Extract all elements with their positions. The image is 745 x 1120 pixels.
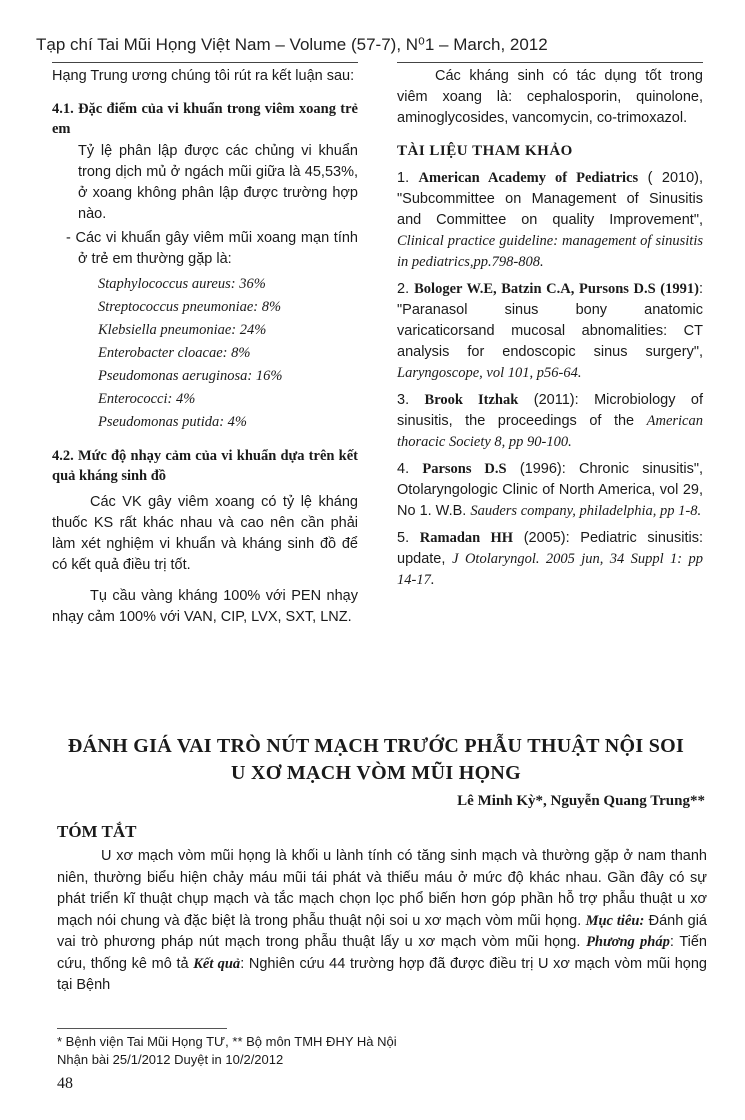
reference-text: (2005): Pediatric sinusitis: update, xyxy=(397,530,703,567)
footnote-dates: Nhận bài 25/1/2012 Duyệt in 10/2/2012 xyxy=(57,1052,284,1067)
abstract-part-2: Đánh giá vai trò phương pháp nút mạch trong phẫu thuật lấy u xơ mạch vòm mũi họng. xyxy=(57,912,707,950)
reference-source: Clinical practice guideline: management of sinusitis in pediatrics,pp.798-808. xyxy=(397,233,703,270)
paragraph-staph: Tụ cầu vàng kháng 100% với PEN nhạy nhạy cảm 100% với VAN, CIP, LVX, SXT, LNZ. xyxy=(52,588,358,625)
reference-item xyxy=(397,459,703,522)
reference-number: 2. xyxy=(397,281,410,297)
paragraph-isolation-rate: Tỷ lệ phân lập được các chủng vi khuẩn trong dịch mủ ở ngách mũi giữa là 45,53%, ở xoang không phân lập được trường hợp nào. xyxy=(78,143,358,222)
bacteria-list xyxy=(52,273,358,434)
references-heading: TÀI LIỆU THAM KHẢO xyxy=(397,143,573,159)
bacteria-item: Klebsiella pneumoniae: 24% xyxy=(98,322,267,338)
intro-text: Hạng Trung ương chúng tôi rút ra kết luận sau: xyxy=(52,68,355,84)
header-rule-right xyxy=(397,62,703,63)
left-column xyxy=(52,66,358,628)
right-column xyxy=(397,66,703,591)
bacteria-item: Pseudomonas aeruginosa: 16% xyxy=(98,368,283,384)
reference-authors: Parsons D.S xyxy=(422,461,507,477)
section-heading-4-2: 4.2. Mức độ nhạy cảm của vi khuẩn dựa trên kết quả kháng sinh đồ xyxy=(52,448,358,484)
reference-authors: American Academy of Pediatrics xyxy=(418,170,639,186)
abstract-text xyxy=(57,846,707,997)
abstract-part-1: U xơ mạch vòm mũi họng là khối u lành tính có tăng sinh mạch và thường gặp ở nam thanh niên, thường biểu hiện chảy máu mũi tái phát và thiếu máu ở mức độ khác nhau. Gần đây có sự phát triển kĩ thuật chụp mạch và tắc mạch chọn lọc phổ biến hơn góp phần hỗ trợ phẫu thuật u xơ mạch nói chung và đặc biệt là trong phẫu thuật nội soi u xơ mạch vòm mũi họng. xyxy=(57,848,707,929)
reference-number: 3. xyxy=(397,392,410,408)
reference-text: : "Paranasol sinus bony anatomic varicaticorsand mucosal abnomalities: CT analysis for endoscopic sinus surgery", xyxy=(397,281,704,360)
article-title-line-2: U XƠ MẠCH VÒM MŨI HỌNG xyxy=(230,762,522,784)
bacteria-item: Staphylococcus aureus: 36% xyxy=(98,276,266,292)
page-number: 48 xyxy=(57,1075,73,1092)
journal-header: Tạp chí Tai Mũi Họng Việt Nam – Volume (57-7), N⁰1 – March, 2012 xyxy=(36,35,548,54)
bacteria-item: Enterococci: 4% xyxy=(98,391,196,407)
abstract-part-4: : Nghiên cứu 44 trường hợp đã được điều trị U xơ mạch vòm mũi họng tại Bệnh xyxy=(57,955,707,993)
reference-number: 4. xyxy=(397,461,410,477)
section-heading-4-1: 4.1. Đặc điểm của vi khuẩn trong viêm xoang trẻ em xyxy=(52,101,358,137)
reference-text: ( 2010), "Subcommittee on Management of Sinusitis and Committee on quality Improvement", xyxy=(397,170,703,228)
summary-heading: TÓM TẮT xyxy=(57,822,137,841)
reference-authors: Brook Itzhak xyxy=(424,392,519,408)
reference-authors: Ramadan HH xyxy=(419,530,514,546)
reference-source: J Otolaryngol. 2005 jun, 34 Suppl 1: pp 14-17. xyxy=(397,551,703,588)
label-method: Phương pháp xyxy=(586,934,670,950)
reference-number: 1. xyxy=(397,170,410,186)
reference-text: (1996): Chronic sinusitis", Otolaryngologic Clinic of North America, vol 29, No 1. W.B. xyxy=(397,461,703,519)
footnote-affiliations: * Bệnh viện Tai Mũi Họng TƯ, ** Bộ môn TMH ĐHY Hà Nội xyxy=(57,1034,397,1049)
article-authors: Lê Minh Kỳ*, Nguyễn Quang Trung** xyxy=(457,793,705,809)
reference-item xyxy=(397,528,703,591)
abstract-part-3: : Tiến cứu, thống kê mô tả xyxy=(57,934,707,972)
reference-source: American thoracic Society 8, pp 90-100. xyxy=(397,413,703,450)
bacteria-intro: - Các vi khuẩn gây viêm mũi xoang mạn tính ở trẻ em thường gặp là: xyxy=(66,230,358,267)
bacteria-item: Enterobacter cloacae: 8% xyxy=(98,345,251,361)
footnote-rule xyxy=(57,1028,227,1029)
reference-item xyxy=(397,390,703,453)
reference-number: 5. xyxy=(397,530,410,546)
label-objective: Mục tiêu: xyxy=(585,912,645,929)
bacteria-item: Pseudomonas putida: 4% xyxy=(98,414,248,430)
reference-authors: Bologer W.E, Batzin C.A, Pursons D.S (1991) xyxy=(414,281,699,297)
reference-item xyxy=(397,279,703,384)
reference-source: Sauders company, philadelphia, pp 1-8. xyxy=(470,503,702,519)
article-title xyxy=(36,733,716,787)
paragraph-antibiotics: Các kháng sinh có tác dụng tốt trong viêm xoang là: cephalosporin, quinolone, aminoglycosides, vancomycin, co-trimoxazol. xyxy=(397,68,703,126)
reference-item xyxy=(397,168,703,273)
bacteria-item: Streptococcus pneumoniae: 8% xyxy=(98,299,282,315)
label-result: Kết quả xyxy=(193,955,241,972)
article-title-line-1: ĐÁNH GIÁ VAI TRÒ NÚT MẠCH TRƯỚC PHẪU THUẬT NỘI SOI xyxy=(67,735,685,757)
reference-list xyxy=(397,168,703,591)
paragraph-resistance: Các VK gây viêm xoang có tỷ lệ kháng thuốc KS rất khác nhau và cao nên cần phải làm xét nghiệm vi khuẩn và kháng sinh đồ để có kết quả điều trị tốt. xyxy=(52,494,358,573)
header-rule-left xyxy=(52,62,358,63)
reference-text: (2011): Microbiology of sinusitis, the proceedings of the xyxy=(397,392,703,429)
reference-source: Laryngoscope, vol 101, p56-64. xyxy=(397,365,582,381)
